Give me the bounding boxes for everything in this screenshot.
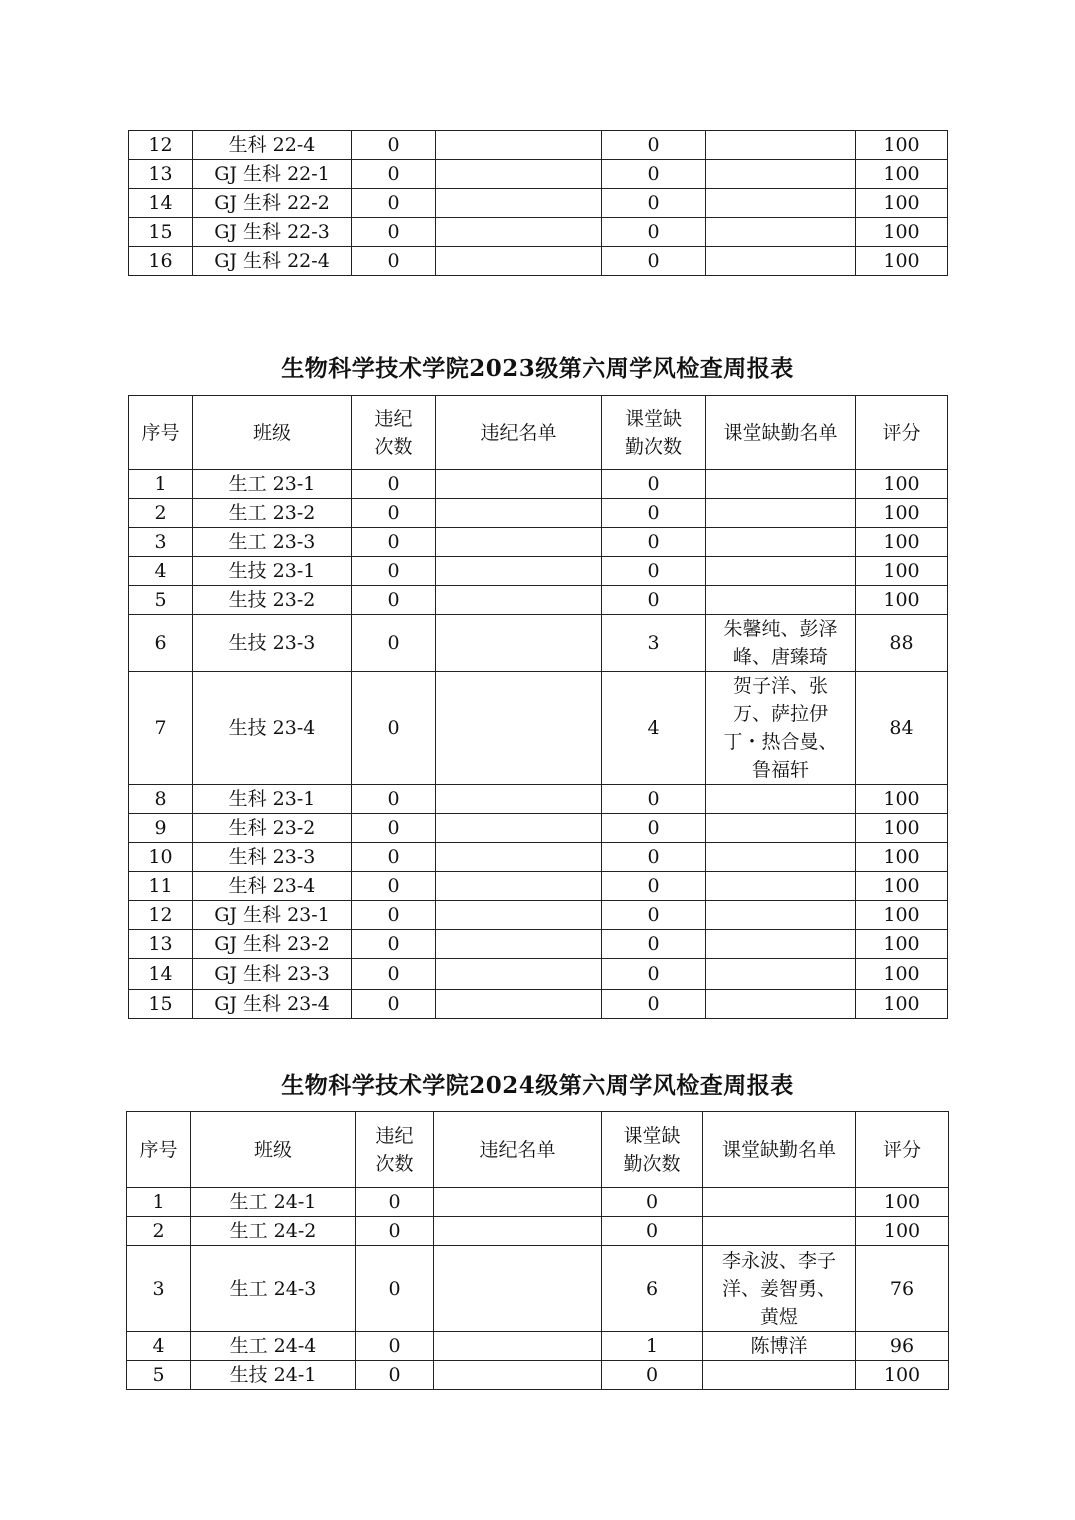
cell-score: 100 — [856, 785, 948, 814]
cell-absence-names — [706, 189, 856, 218]
cell-violation-names — [436, 901, 602, 930]
header-absences-text: 课堂缺勤次数 — [624, 407, 682, 458]
cell-violation-count: 0 — [352, 615, 436, 672]
cell-row-number: 5 — [129, 586, 193, 615]
header-violations — [356, 1112, 434, 1188]
cell-violation-names — [434, 1188, 602, 1217]
cell-absence-count: 0 — [602, 990, 706, 1019]
cell-absence-count: 0 — [602, 843, 706, 872]
cell-absence-names — [706, 470, 856, 499]
cell-absence-names — [706, 672, 856, 785]
cell-violation-names — [436, 843, 602, 872]
cell-violation-names — [436, 959, 602, 990]
table-2024 — [126, 1111, 949, 1390]
cell-class-name: GJ 生科 22-3 — [193, 218, 352, 247]
cell-violation-count: 0 — [352, 930, 436, 959]
table-row — [127, 1217, 949, 1246]
cell-violation-names — [436, 160, 602, 189]
cell-row-number: 9 — [129, 814, 193, 843]
cell-violation-names — [434, 1332, 602, 1361]
cell-row-number: 1 — [129, 470, 193, 499]
cell-class-name: 生工 24-3 — [191, 1246, 356, 1332]
cell-absence-names — [703, 1361, 856, 1390]
cell-violation-count: 0 — [352, 499, 436, 528]
table-row — [127, 1246, 949, 1332]
table-row — [129, 557, 948, 586]
cell-absence-names — [706, 930, 856, 959]
cell-score: 100 — [856, 959, 948, 990]
cell-score: 88 — [856, 615, 948, 672]
cell-row-number: 13 — [129, 160, 193, 189]
cell-score: 100 — [856, 814, 948, 843]
cell-class-name: GJ 生科 23-4 — [193, 990, 352, 1019]
cell-absence-count: 0 — [602, 160, 706, 189]
header-no: 序号 — [129, 396, 193, 470]
cell-row-number: 8 — [129, 785, 193, 814]
cell-violation-names — [436, 672, 602, 785]
cell-violation-count: 0 — [356, 1361, 434, 1390]
cell-violation-names — [436, 499, 602, 528]
cell-violation-names — [436, 814, 602, 843]
header-absence-names: 课堂缺勤名单 — [703, 1112, 856, 1188]
cell-violation-names — [436, 930, 602, 959]
cell-score: 100 — [856, 843, 948, 872]
cell-violation-names — [434, 1246, 602, 1332]
cell-score: 100 — [856, 901, 948, 930]
cell-violation-count: 0 — [352, 814, 436, 843]
cell-absence-count: 0 — [602, 814, 706, 843]
table-header-row — [127, 1112, 949, 1188]
cell-score: 76 — [856, 1246, 949, 1332]
cell-row-number: 7 — [129, 672, 193, 785]
cell-absence-names — [706, 959, 856, 990]
header-absences — [602, 1112, 703, 1188]
cell-violation-count: 0 — [352, 672, 436, 785]
cell-violation-count: 0 — [356, 1188, 434, 1217]
cell-score: 96 — [856, 1332, 949, 1361]
cell-row-number: 2 — [129, 499, 193, 528]
cell-row-number: 15 — [129, 218, 193, 247]
cell-violation-count: 0 — [352, 843, 436, 872]
cell-class-name: 生技 23-1 — [193, 557, 352, 586]
cell-violation-names — [434, 1217, 602, 1246]
cell-score: 100 — [856, 160, 948, 189]
cell-absence-names — [706, 615, 856, 672]
cell-violation-names — [436, 615, 602, 672]
cell-violation-names — [436, 218, 602, 247]
cell-absence-names — [706, 586, 856, 615]
cell-violation-names — [434, 1361, 602, 1390]
cell-class-name: 生技 24-1 — [191, 1361, 356, 1390]
cell-absence-names — [706, 528, 856, 557]
cell-row-number: 6 — [129, 615, 193, 672]
cell-violation-count: 0 — [356, 1217, 434, 1246]
cell-violation-names — [436, 131, 602, 160]
cell-class-name: 生工 24-1 — [191, 1188, 356, 1217]
table-row — [129, 843, 948, 872]
cell-absence-count: 4 — [602, 672, 706, 785]
cell-violation-names — [436, 990, 602, 1019]
header-score: 评分 — [856, 1112, 949, 1188]
cell-absence-names — [703, 1188, 856, 1217]
table-row — [129, 901, 948, 930]
cell-score: 100 — [856, 990, 948, 1019]
cell-score: 100 — [856, 247, 948, 276]
table-row — [129, 872, 948, 901]
cell-score: 100 — [856, 1217, 949, 1246]
cell-score: 84 — [856, 672, 948, 785]
table-row — [129, 160, 948, 189]
header-violation-names: 违纪名单 — [434, 1112, 602, 1188]
cell-absence-count: 0 — [602, 959, 706, 990]
table-row — [129, 672, 948, 785]
cell-absence-count: 0 — [602, 557, 706, 586]
table-row — [129, 814, 948, 843]
absence-names-text: 贺子洋、张万、萨拉伊丁・热合曼、鲁福轩 — [723, 675, 838, 781]
cell-absence-count: 0 — [602, 785, 706, 814]
table-row — [129, 189, 948, 218]
cell-violation-count: 0 — [352, 470, 436, 499]
cell-class-name: 生科 23-4 — [193, 872, 352, 901]
cell-violation-names — [436, 557, 602, 586]
cell-class-name: 生工 23-2 — [193, 499, 352, 528]
header-absences — [602, 396, 706, 470]
cell-absence-names — [706, 843, 856, 872]
table-row — [129, 470, 948, 499]
cell-violation-count: 0 — [352, 990, 436, 1019]
cell-absence-count: 0 — [602, 901, 706, 930]
cell-absence-count: 6 — [602, 1246, 703, 1332]
cell-row-number: 4 — [129, 557, 193, 586]
cell-violation-names — [436, 528, 602, 557]
cell-class-name: 生工 23-1 — [193, 470, 352, 499]
header-absence-names: 课堂缺勤名单 — [706, 396, 856, 470]
cell-absence-count: 0 — [602, 247, 706, 276]
cell-row-number: 3 — [129, 528, 193, 557]
cell-absence-names — [706, 901, 856, 930]
table-2022-tail — [128, 130, 948, 276]
cell-class-name: 生技 23-2 — [193, 586, 352, 615]
cell-absence-count: 0 — [602, 470, 706, 499]
cell-violation-names — [436, 247, 602, 276]
table-row — [129, 131, 948, 160]
absence-names-text: 朱馨纯、彭泽峰、唐臻琦 — [723, 618, 838, 668]
cell-row-number: 5 — [127, 1361, 191, 1390]
table-row — [129, 499, 948, 528]
cell-class-name: 生科 23-2 — [193, 814, 352, 843]
cell-class-name: 生工 24-4 — [191, 1332, 356, 1361]
cell-row-number: 16 — [129, 247, 193, 276]
cell-violation-count: 0 — [352, 218, 436, 247]
cell-absence-names — [706, 247, 856, 276]
cell-row-number: 11 — [129, 872, 193, 901]
cell-score: 100 — [856, 131, 948, 160]
table-row — [129, 959, 948, 990]
cell-absence-names — [703, 1332, 856, 1361]
cell-score: 100 — [856, 499, 948, 528]
table-row — [129, 586, 948, 615]
cell-class-name: GJ 生科 23-3 — [193, 959, 352, 990]
table-header-row — [129, 396, 948, 470]
header-score: 评分 — [856, 396, 948, 470]
cell-class-name: GJ 生科 22-4 — [193, 247, 352, 276]
cell-class-name: GJ 生科 22-1 — [193, 160, 352, 189]
table-row — [129, 615, 948, 672]
cell-violation-names — [436, 470, 602, 499]
cell-absence-count: 0 — [602, 218, 706, 247]
cell-class-name: GJ 生科 23-1 — [193, 901, 352, 930]
cell-absence-names — [706, 557, 856, 586]
cell-violation-count: 0 — [352, 160, 436, 189]
cell-score: 100 — [856, 470, 948, 499]
table-row — [129, 990, 948, 1019]
cell-row-number: 14 — [129, 189, 193, 218]
cell-violation-names — [436, 586, 602, 615]
cell-absence-names — [706, 218, 856, 247]
absence-names-text: 陈博洋 — [750, 1335, 808, 1357]
cell-row-number: 13 — [129, 930, 193, 959]
cell-absence-count: 0 — [602, 1217, 703, 1246]
cell-violation-count: 0 — [352, 189, 436, 218]
cell-absence-names — [706, 814, 856, 843]
header-class: 班级 — [191, 1112, 356, 1188]
cell-class-name: 生工 23-3 — [193, 528, 352, 557]
cell-absence-names — [703, 1246, 856, 1332]
cell-violation-count: 0 — [352, 247, 436, 276]
cell-row-number: 10 — [129, 843, 193, 872]
header-violations-text: 违纪次数 — [375, 1124, 414, 1175]
cell-row-number: 3 — [127, 1246, 191, 1332]
cell-score: 100 — [856, 1361, 949, 1390]
cell-absence-count: 0 — [602, 1188, 703, 1217]
cell-absence-count: 0 — [602, 1361, 703, 1390]
cell-absence-names — [706, 785, 856, 814]
cell-violation-count: 0 — [356, 1246, 434, 1332]
cell-row-number: 4 — [127, 1332, 191, 1361]
cell-score: 100 — [856, 930, 948, 959]
cell-absence-count: 3 — [602, 615, 706, 672]
cell-class-name: 生技 23-4 — [193, 672, 352, 785]
cell-violation-count: 0 — [352, 557, 436, 586]
cell-violation-count: 0 — [356, 1332, 434, 1361]
cell-class-name: 生技 23-3 — [193, 615, 352, 672]
cell-absence-count: 0 — [602, 528, 706, 557]
table-2023 — [128, 395, 948, 1019]
cell-absence-names — [706, 160, 856, 189]
cell-absence-names — [706, 990, 856, 1019]
cell-row-number: 12 — [129, 131, 193, 160]
header-violation-names: 违纪名单 — [436, 396, 602, 470]
header-no: 序号 — [127, 1112, 191, 1188]
cell-class-name: 生科 22-4 — [193, 131, 352, 160]
cell-absence-names — [703, 1217, 856, 1246]
cell-class-name: GJ 生科 22-2 — [193, 189, 352, 218]
cell-violation-names — [436, 872, 602, 901]
table-row — [127, 1361, 949, 1390]
cell-violation-count: 0 — [352, 528, 436, 557]
table-row — [129, 247, 948, 276]
cell-absence-count: 0 — [602, 586, 706, 615]
cell-score: 100 — [856, 586, 948, 615]
cell-absence-count: 0 — [602, 499, 706, 528]
cell-score: 100 — [856, 189, 948, 218]
table-row — [127, 1188, 949, 1217]
header-violations — [352, 396, 436, 470]
cell-score: 100 — [856, 557, 948, 586]
header-violations-text: 违纪次数 — [374, 407, 413, 458]
cell-absence-count: 0 — [602, 872, 706, 901]
cell-class-name: 生科 23-1 — [193, 785, 352, 814]
header-absences-text: 课堂缺勤次数 — [623, 1124, 681, 1175]
cell-absence-count: 0 — [602, 189, 706, 218]
cell-class-name: 生工 24-2 — [191, 1217, 356, 1246]
cell-score: 100 — [856, 528, 948, 557]
cell-violation-count: 0 — [352, 785, 436, 814]
cell-row-number: 14 — [129, 959, 193, 990]
cell-violation-names — [436, 785, 602, 814]
table-row — [129, 218, 948, 247]
cell-row-number: 15 — [129, 990, 193, 1019]
cell-absence-count: 1 — [602, 1332, 703, 1361]
cell-absence-count: 0 — [602, 930, 706, 959]
cell-score: 100 — [856, 218, 948, 247]
header-class: 班级 — [193, 396, 352, 470]
cell-absence-names — [706, 131, 856, 160]
cell-absence-names — [706, 499, 856, 528]
cell-violation-names — [436, 189, 602, 218]
table-title-2023: 生物科学技术学院2023级第六周学风检查周报表 — [281, 355, 794, 382]
table-row — [129, 785, 948, 814]
table-title-2024: 生物科学技术学院2024级第六周学风检查周报表 — [281, 1072, 794, 1099]
cell-score: 100 — [856, 872, 948, 901]
cell-class-name: GJ 生科 23-2 — [193, 930, 352, 959]
cell-violation-count: 0 — [352, 586, 436, 615]
cell-violation-count: 0 — [352, 901, 436, 930]
table-row — [129, 528, 948, 557]
cell-violation-count: 0 — [352, 131, 436, 160]
cell-absence-names — [706, 872, 856, 901]
cell-class-name: 生科 23-3 — [193, 843, 352, 872]
cell-row-number: 12 — [129, 901, 193, 930]
table-row — [129, 930, 948, 959]
cell-score: 100 — [856, 1188, 949, 1217]
cell-row-number: 1 — [127, 1188, 191, 1217]
absence-names-text: 李永波、李子洋、姜智勇、黄煜 — [721, 1249, 836, 1328]
cell-violation-count: 0 — [352, 872, 436, 901]
cell-absence-count: 0 — [602, 131, 706, 160]
table-row — [127, 1332, 949, 1361]
cell-violation-count: 0 — [352, 959, 436, 990]
cell-row-number: 2 — [127, 1217, 191, 1246]
